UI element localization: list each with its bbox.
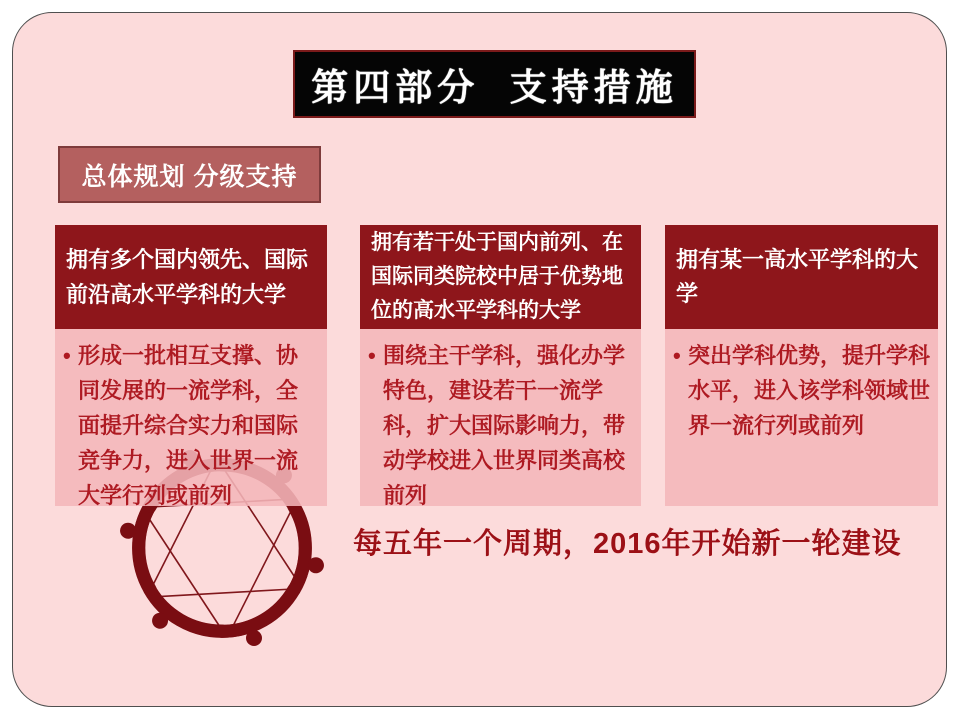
cycle-note: 每五年一个周期，2016年开始新一轮建设 [353,528,902,560]
tier-2-header [360,225,641,329]
tier-1-bullet-text: 形成一批相互支撑、协同发展的一流学科，全面提升综合实力和国际竞争力，进入世界一流大学行列或前列 [78,343,299,508]
tier-column-1 [55,225,327,506]
section-badge [58,146,321,203]
slide-title-box [293,50,696,118]
slide-title: 第四部分 支持措施 [311,67,678,108]
tier-2-body [360,329,641,506]
tier-1-header [55,225,327,329]
tier-3-header-text: 拥有某一高水平学科的大学 [676,247,919,306]
tier-column-3 [665,225,938,506]
tier-2-bullet-text: 围绕主干学科，强化办学特色，建设若干一流学科，扩大国际影响力，带动学校进入世界同类高校前列 [383,343,626,508]
tier-3-body [665,329,938,506]
tier-3-bullet-text: 突出学科优势，提升学科水平，进入该学科领域世界一流行列或前列 [688,343,931,438]
bullet-icon: • [673,343,681,368]
tier-2-header-text: 拥有若干处于国内前列、在国际同类院校中居于优势地位的高水平学科的大学 [371,231,623,322]
tier-3-header [665,225,938,329]
slide-background [12,12,947,707]
tier-1-header-text: 拥有多个国内领先、国际前沿高水平学科的大学 [66,247,309,307]
tier-1-body [55,329,327,506]
bullet-icon: • [63,343,71,368]
bullet-icon: • [368,343,376,368]
tier-column-2 [360,225,641,506]
section-badge-label: 总体规划 分级支持 [81,162,298,191]
